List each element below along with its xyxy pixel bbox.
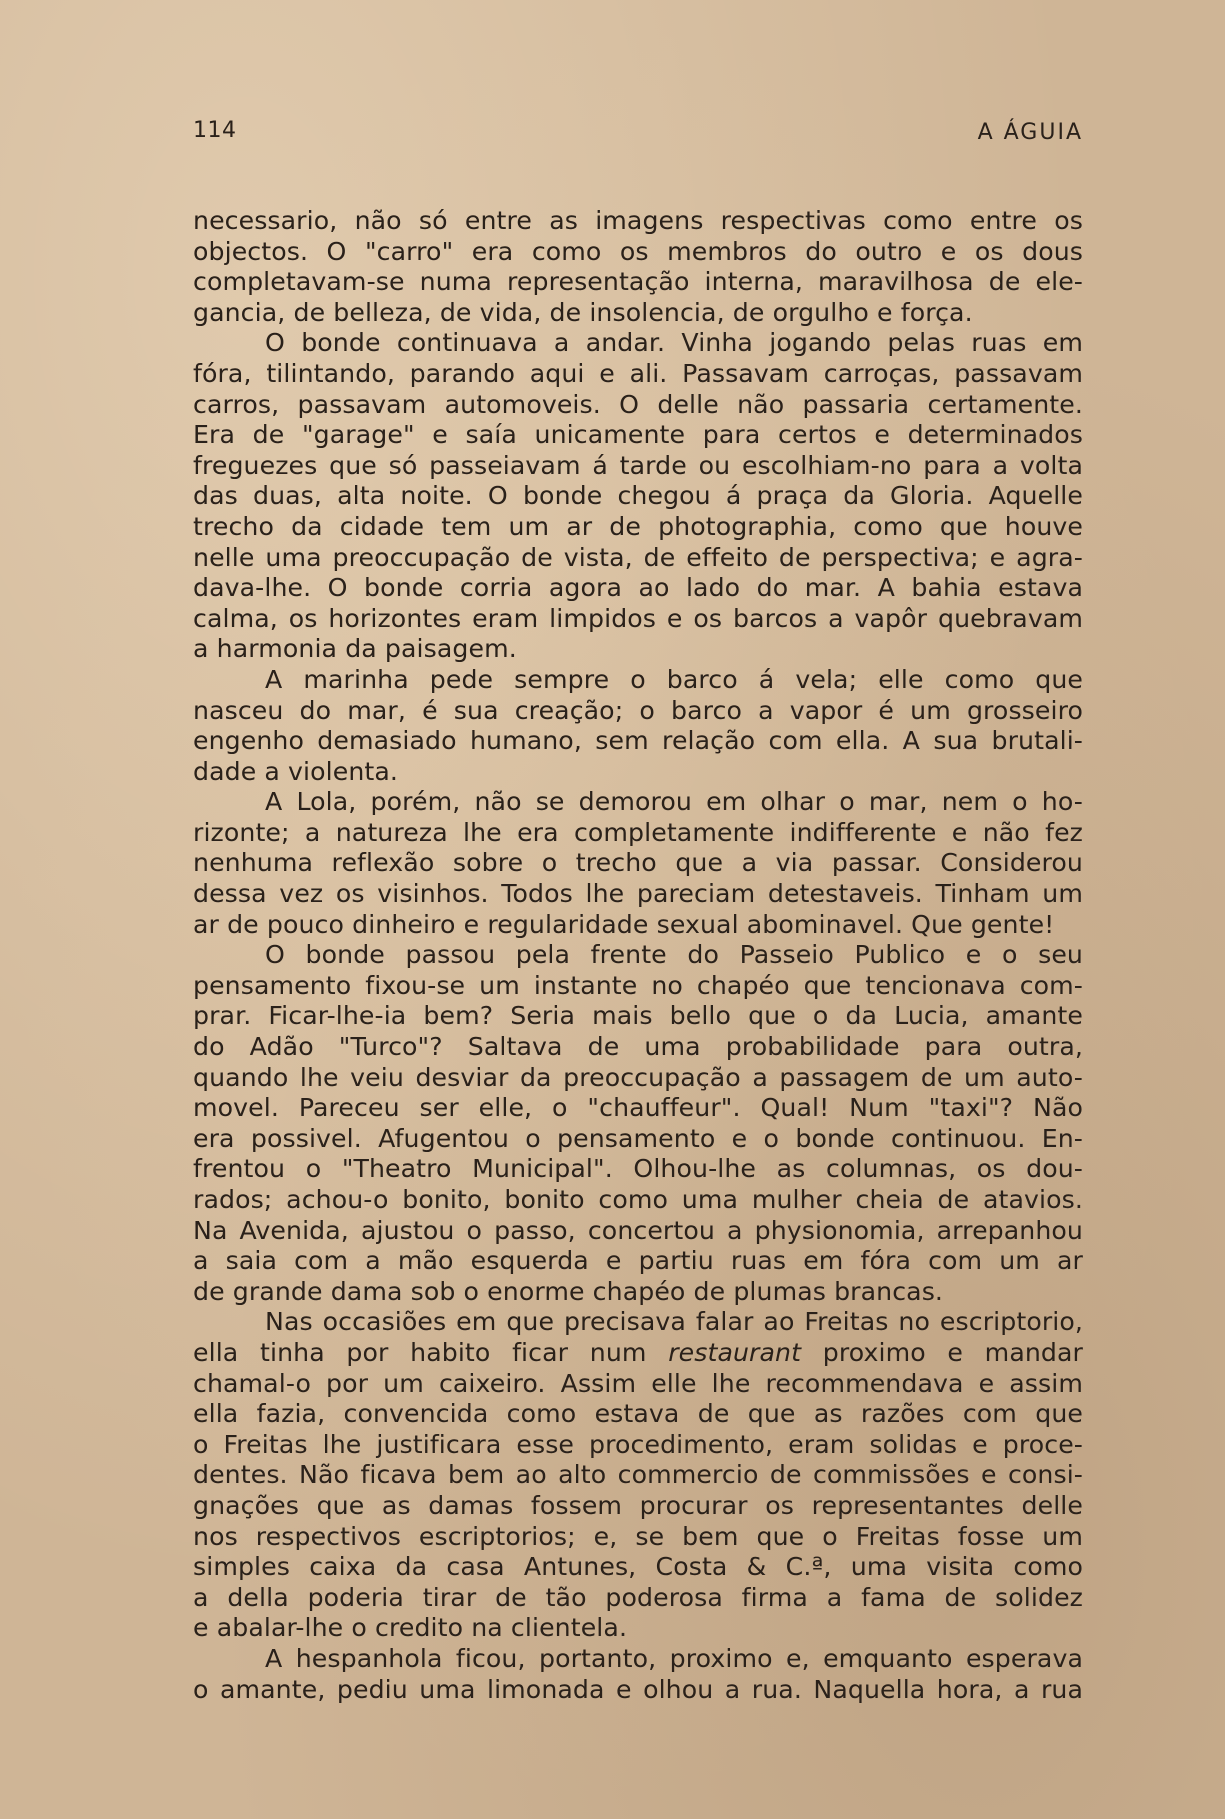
text-line: ar de pouco dinheiro e regularidade sexual abominavel. Que gente! [193,909,1055,939]
text-line: gnações que as damas fossem procurar os representantes delle [193,1490,1083,1520]
text-line: objectos. O "carro" era como os membros do outro e os dous [193,236,1083,266]
text-line: dessa vez os visinhos. Todos lhe pareciam detestaveis. Tinham um [193,879,1083,909]
text-line: era possivel. Afugentou o pensamento e o bonde continuou. En- [193,1123,1083,1153]
text-line: movel. Pareceu ser elle, o "chauffeur". Qual! Num "taxi"? Não [193,1093,1083,1123]
text-line: rizonte; a natureza lhe era completamente indifferente e não fez [193,817,1083,847]
body-text [193,206,1083,1705]
text-line: fóra, tilintando, parando aqui e ali. Passavam carroças, passavam [193,358,1083,388]
text-line: carros, passavam automoveis. O delle não passaria certamente. [193,389,1083,419]
text-line: necessario, não só entre as imagens respectivas como entre os [193,206,1083,235]
text-line: dade a violenta. [193,756,399,786]
text-line: ella fazia, convencida como estava de que as razões com que [193,1399,1083,1429]
text-line: pensamento fixou-se um instante no chapéo que tencionava com- [193,970,1083,1000]
text-line: rados; achou-o bonito, bonito como uma mulher cheia de atavios. [193,1185,1083,1214]
text-line: a harmonia da paisagem. [193,634,517,664]
text-line: simples caixa da casa Antunes, Costa & C.ª, uma visita como [193,1552,1083,1582]
text-line: O bonde passou pela frente do Passeio Publico e o seu [265,940,1083,970]
text-line: completavam-se numa representação interna, maravilhosa de ele- [193,267,1083,297]
text-line: engenho demasiado humano, sem relação com ella. A sua brutali- [193,726,1083,756]
text-line: prar. Ficar-lhe-ia bem? Seria mais bello que o da Lucia, amante [193,1001,1083,1031]
text-line: Nas occasiões em que precisava falar ao Freitas no escriptorio, [265,1307,1083,1337]
text-line: Era de "garage" e saía unicamente para certos e determinados [193,420,1083,450]
text-line: do Adão "Turco"? Saltava de uma probabilidade para outra, [193,1032,1083,1062]
text-line: nos respectivos escriptorios; e, se bem que o Freitas fosse um [193,1521,1083,1551]
text-line: o Freitas lhe justificara esse procedimento, eram solidas e proce- [193,1429,1083,1459]
text-line: A Lola, porém, não se demorou em olhar o mar, nem o ho- [265,787,1083,817]
page-number: 114 [193,118,237,143]
text-line: O bonde continuava a andar. Vinha jogando pelas ruas em [265,328,1083,358]
italic-word: restaurant [668,1337,802,1367]
text-line: chamal-o por um caixeiro. Assim elle lhe recommendava e assim [193,1368,1083,1398]
text-line: A marinha pede sempre o barco á vela; elle como que [265,664,1083,694]
text-line: o amante, pediu uma limonada e olhou a rua. Naquella hora, a rua [193,1674,1083,1704]
text-line: ella tinha por habito ficar num restaurant proximo e mandar [193,1337,1083,1367]
text-line: nelle uma preoccupação de vista, de effeito de perspectiva; e agra- [193,542,1083,572]
text-line: nasceu do mar, é sua creação; o barco a vapor é um grosseiro [193,695,1083,725]
text-line: nenhuma reflexão sobre o trecho que a via passar. Considerou [193,848,1083,878]
text-line: dava-lhe. O bonde corria agora ao lado do mar. A bahia estava [193,573,1083,603]
text-line: Na Avenida, ajustou o passo, concertou a physionomia, arrepanhou [193,1215,1083,1245]
text-line: a della poderia tirar de tão poderosa firma a fama de solidez [193,1582,1083,1612]
running-title: A ÁGUIA [977,120,1083,145]
text-line: trecho da cidade tem um ar de photographia, como que houve [193,511,1083,541]
text-line: gancia, de belleza, de vida, de insolencia, de orgulho e força. [193,297,973,327]
text-line: das duas, alta noite. O bonde chegou á praça da Gloria. Aquelle [193,481,1083,511]
text-line: freguezes que só passeiavam á tarde ou escolhiam-no para a volta [193,450,1083,480]
text-line: a saia com a mão esquerda e partiu ruas em fóra com um ar [193,1246,1083,1276]
text-line: de grande dama sob o enorme chapéo de plumas brancas. [193,1276,944,1306]
text-line: quando lhe veiu desviar da preoccupação a passagem de um auto- [193,1062,1083,1092]
text-line: A hespanhola ficou, portanto, proximo e, emquanto esperava [265,1643,1083,1673]
text-line: dentes. Não ficava bem ao alto commercio de commissões e consi- [193,1460,1083,1490]
page-header [193,118,1083,154]
text-line: frentou o "Theatro Municipal". Olhou-lhe as columnas, os dou- [193,1154,1083,1184]
text-line: calma, os horizontes eram limpidos e os barcos a vapôr quebravam [193,603,1083,633]
text-line: e abalar-lhe o credito na clientela. [193,1613,628,1643]
